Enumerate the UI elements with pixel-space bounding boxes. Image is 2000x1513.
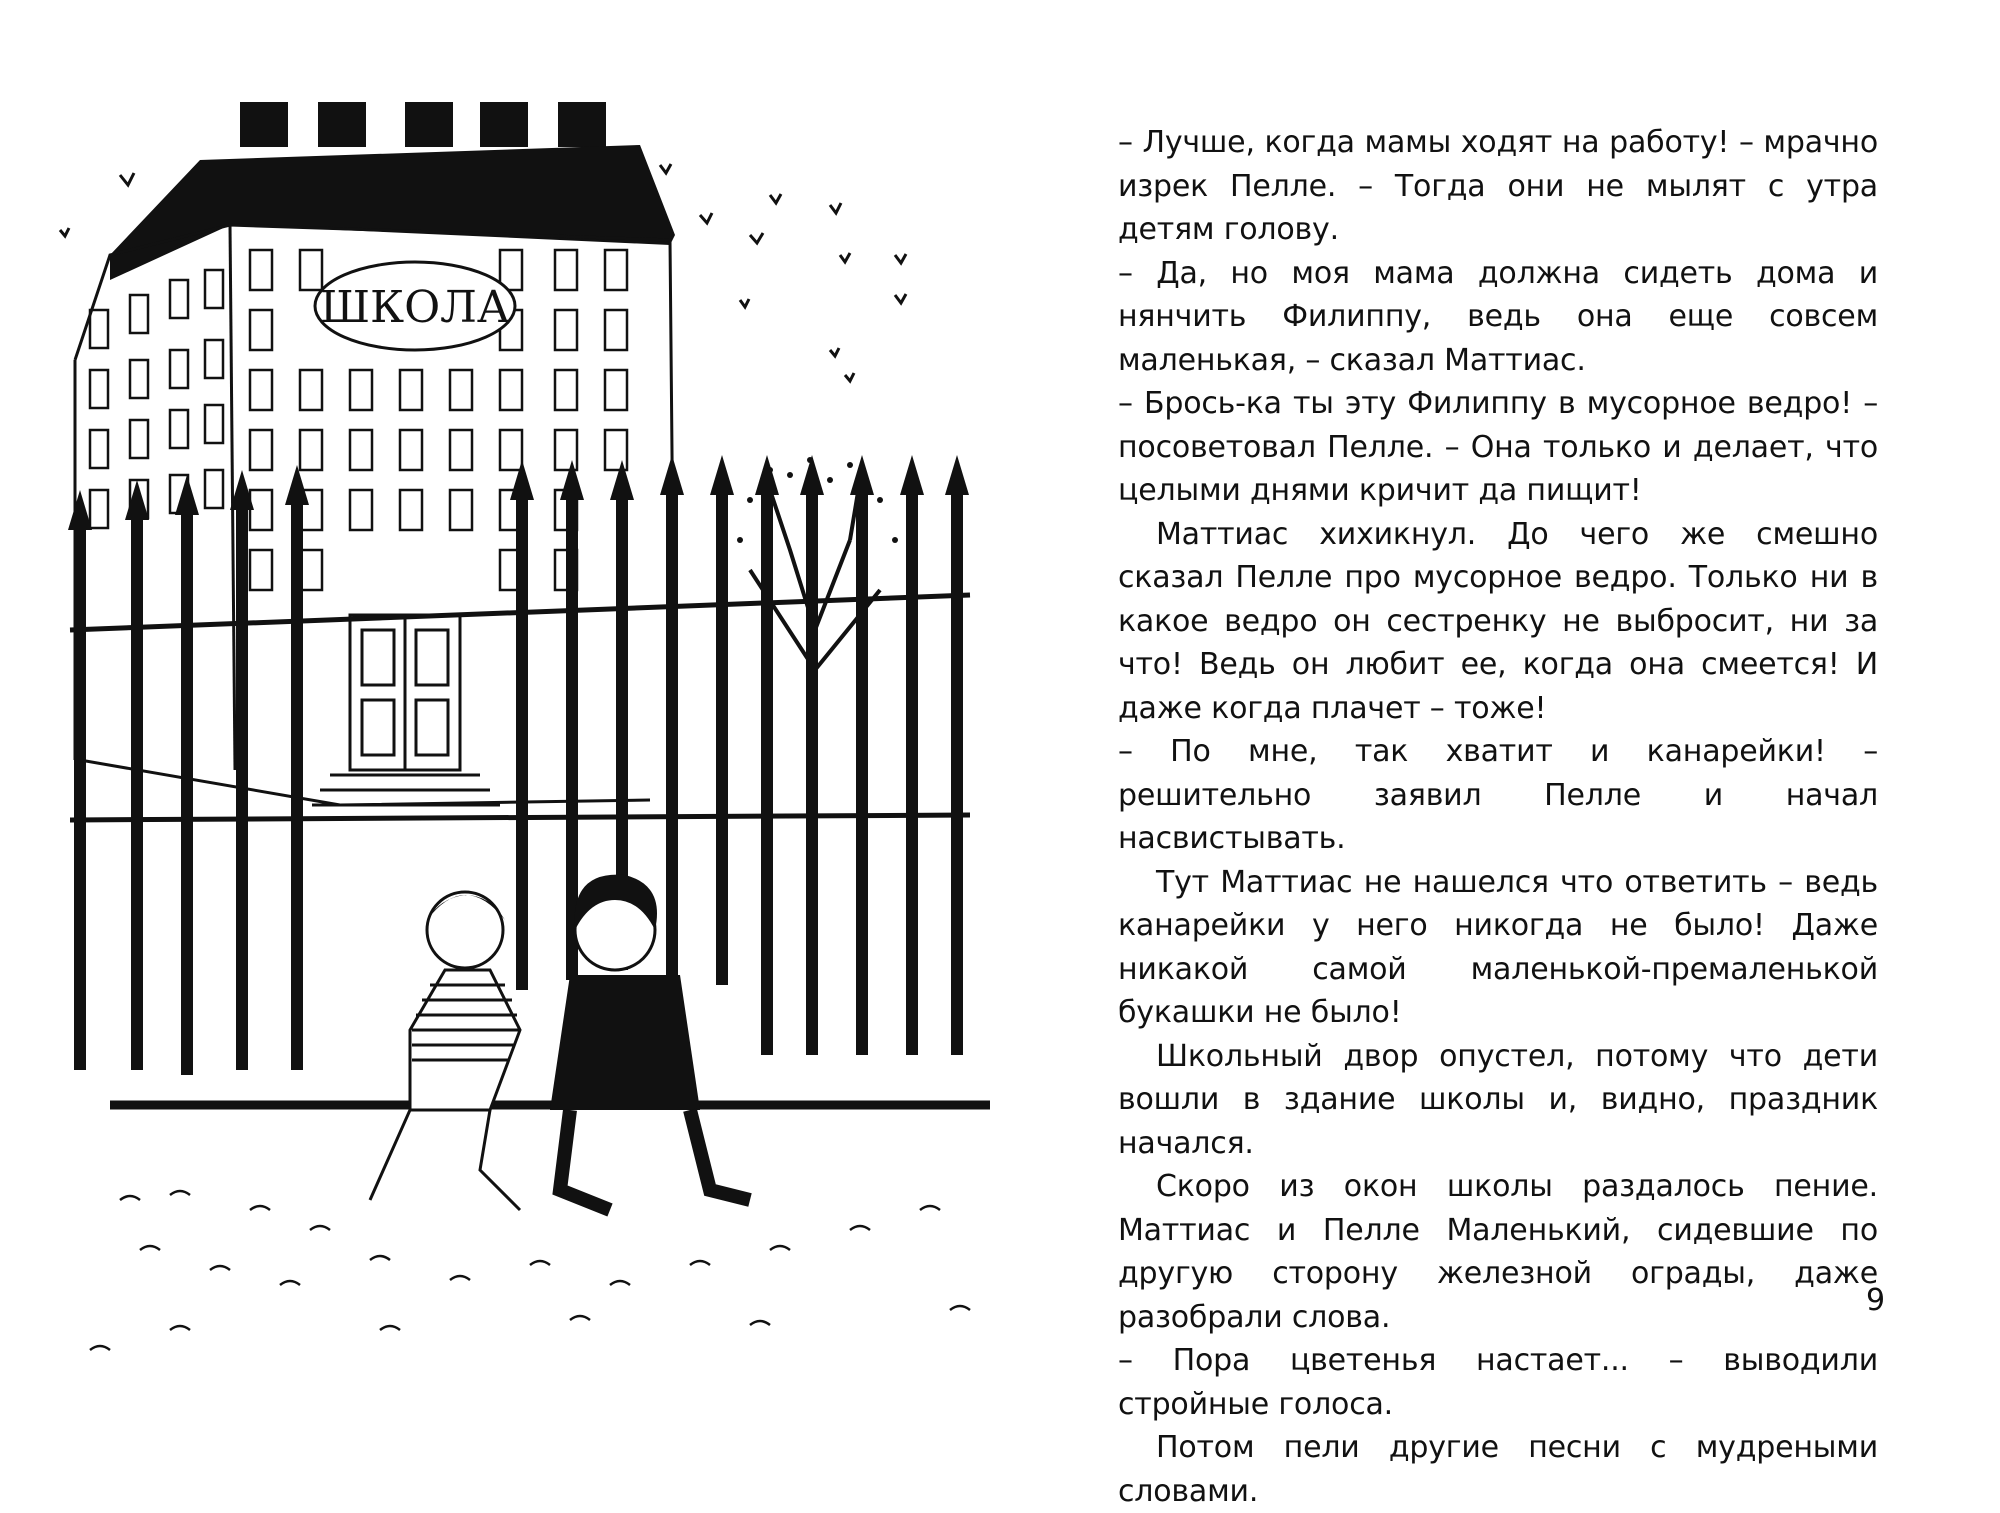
paragraph: – Пора цветенья настает... – выводили стройные голоса.: [1118, 1343, 1878, 1422]
paragraph: – Да, но моя мама должна сидеть дома и нянчить Филиппу, ведь она еще совсем маленькая, – сказал Маттиас.: [1118, 255, 1878, 378]
paragraph: – Брось-ка ты эту Филиппу в мусорное ведро! – посоветовал Пелле. – Она только и делает, что целыми днями кричит да пищит!: [1118, 386, 1878, 508]
paragraph: Потом пели другие песни с мудреными словами.: [1118, 1430, 1878, 1509]
paragraph: – Лучше, когда мамы ходят на работу! – мрачно изрек Пелле. – Тогда они не мылят с утра детям голову.: [1118, 125, 1878, 247]
story-text: [1118, 121, 1878, 1513]
paragraph: Школьный двор опустел, потому что дети вошли в здание школы и, видно, праздник начался.: [1118, 1038, 1878, 1161]
children-figures: [370, 875, 750, 1210]
paragraph: – По мне, так хватит и канарейки! – решительно заявил Пелле и начал насвистывать.: [1118, 734, 1878, 856]
school-sign: [315, 262, 515, 350]
paragraph: Тут Маттиас не нашелся что ответить – ведь канарейки у него никогда не было! Даже никакой самой маленькой-премаленькой букашки не было!: [1118, 864, 1878, 1030]
paragraph: Скоро из окон школы раздалось пение. Маттиас и Пелле Маленький, сидевшие по другую сторону железной ограды, даже разобрали слова.: [1118, 1169, 1878, 1335]
school-illustration: [50, 70, 1080, 1380]
paragraph: Маттиас хихикнул. До чего же смешно сказал Пелле про мусорное ведро. Только ни в какое ведро он сестренку не выбросит, ни за что! Ведь он любит ее, когда она смеется! И даже когда плачет – тоже!: [1118, 516, 1878, 726]
school-sign-text: ШКОЛА: [319, 282, 511, 333]
page-number: 9: [1866, 1283, 1886, 1318]
